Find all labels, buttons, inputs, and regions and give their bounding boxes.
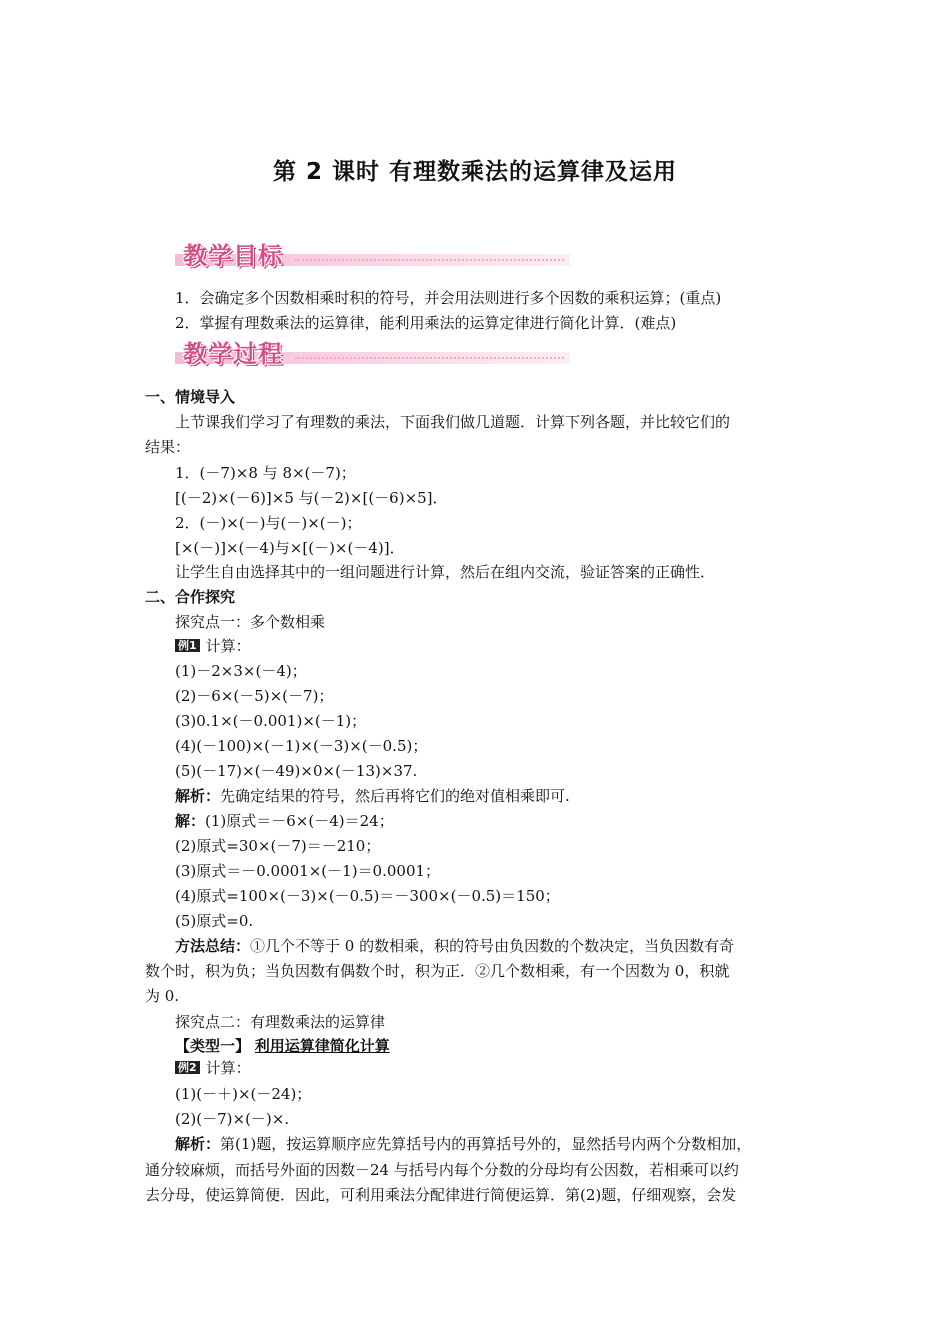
intro-outro: 让学生自由选择其中的一组问题进行计算，然后在组内交流，验证答案的正确性． xyxy=(175,563,716,581)
section-heading-intro: 一、情境导入 xyxy=(145,388,236,406)
example-1-header xyxy=(175,636,815,656)
example-2-header xyxy=(175,1058,815,1078)
analysis-text: 去分母，使运算简便．因此，可利用乘法分配律进行简便运算．第(2)题，仔细观察，会发 xyxy=(145,1186,737,1204)
analysis-1 xyxy=(175,786,815,806)
analysis-label: 解析： xyxy=(175,1135,221,1153)
solution-item: (5)原式=0. xyxy=(175,912,254,930)
intro-text-1: 上节课我们学习了有理数的乘法，下面我们做几道题．计算下列各题，并比较它们的 xyxy=(175,413,731,431)
analysis-text: 先确定结果的符号，然后再将它们的绝对值相乘即可. xyxy=(220,787,570,805)
example-2-item: (2)(－7)×(－)×. xyxy=(175,1110,290,1128)
banner-label: 教学过程 xyxy=(183,340,283,368)
example-1-item: (4)(－100)×(－1)×(－3)×(－0.5)； xyxy=(175,737,428,755)
banner-dots xyxy=(295,259,564,261)
method-summary xyxy=(175,936,815,956)
method-text: 数个时，积为负；当负因数有偶数个时，积为正．②几个数相乘，有一个因数为 0，积就 xyxy=(145,962,730,980)
page-title: 第 2 课时 有理数乘法的运算律及运用 xyxy=(272,159,678,185)
type-tag: 【类型一】 xyxy=(175,1037,251,1055)
question-2b: [×(－)]×(－4)与×[(－)×(－4)]． xyxy=(175,539,405,557)
explore-point-1: 探究点一：多个数相乘 xyxy=(175,613,326,631)
example-label: 计算： xyxy=(205,1059,251,1077)
example-1-item: (1)－2×3×(－4)； xyxy=(175,662,307,680)
example-badge: 例2 xyxy=(175,1061,200,1074)
banner-dots xyxy=(295,357,564,359)
solution-item: (1)原式＝－6×(－4)＝24； xyxy=(205,812,394,830)
question-1a: 1．(－7)×8 与 8×(－7)； xyxy=(175,464,356,482)
banner-teaching-goals xyxy=(175,236,570,270)
solution-item: (2)原式=30×(－7)＝－210； xyxy=(175,837,381,855)
analysis-text: 通分较麻烦，而括号外面的因数－24 与括号内每个分数的分母均有公因数，若相乘可以约 xyxy=(145,1161,739,1179)
question-2a: 2．(－)×(－)与(－)×(－)； xyxy=(175,514,362,532)
example-1-item: (2)－6×(－5)×(－7)； xyxy=(175,687,334,705)
question-1b: [(－2)×(－6)]×5 与(－2)×[(－6)×5]． xyxy=(175,489,448,507)
explore-point-2: 探究点二：有理数乘法的运算律 xyxy=(175,1013,386,1031)
type-title: 利用运算律简化计算 xyxy=(254,1037,390,1055)
method-label: 方法总结： xyxy=(175,937,251,955)
example-label: 计算： xyxy=(205,637,251,655)
method-text: ①几个不等于 0 的数相乘，积的符号由负因数的个数决定，当负因数有奇 xyxy=(250,937,735,955)
solution-item: (4)原式=100×(－3)×(－0.5)＝－300×(－0.5)＝150； xyxy=(175,887,560,905)
solution-1 xyxy=(175,811,815,831)
analysis-label: 解析： xyxy=(175,787,221,805)
method-text: 为 0. xyxy=(145,987,180,1005)
example-1-item: (3)0.1×(－0.001)×(－1)； xyxy=(175,712,367,730)
analysis-text: 第(1)题，按运算顺序应先算括号内的再算括号外的，显然括号内两个分数相加， xyxy=(220,1135,752,1153)
section-heading-explore: 二、合作探究 xyxy=(145,588,236,606)
goal-2: 2．掌握有理数乘法的运算律，能利用乘法的运算定律进行简化计算．(难点) xyxy=(175,314,677,332)
goal-1: 1．会确定多个因数相乘时积的符号，并会用法则进行多个因数的乘积运算；(重点) xyxy=(175,289,722,307)
solution-item: (3)原式＝－0.0001×(－1)＝0.0001； xyxy=(175,862,441,880)
example-badge: 例1 xyxy=(175,639,200,652)
banner-label: 教学目标 xyxy=(183,242,283,270)
example-1-item: (5)(－17)×(－49)×0×(－13)×37. xyxy=(175,762,418,780)
solution-label: 解： xyxy=(175,812,206,830)
example-2-item: (1)(－＋)×(－24)； xyxy=(175,1085,312,1103)
intro-text-2: 结果： xyxy=(145,438,191,456)
type-1-heading xyxy=(175,1036,815,1056)
analysis-2 xyxy=(175,1134,815,1154)
banner-teaching-process xyxy=(175,334,570,368)
